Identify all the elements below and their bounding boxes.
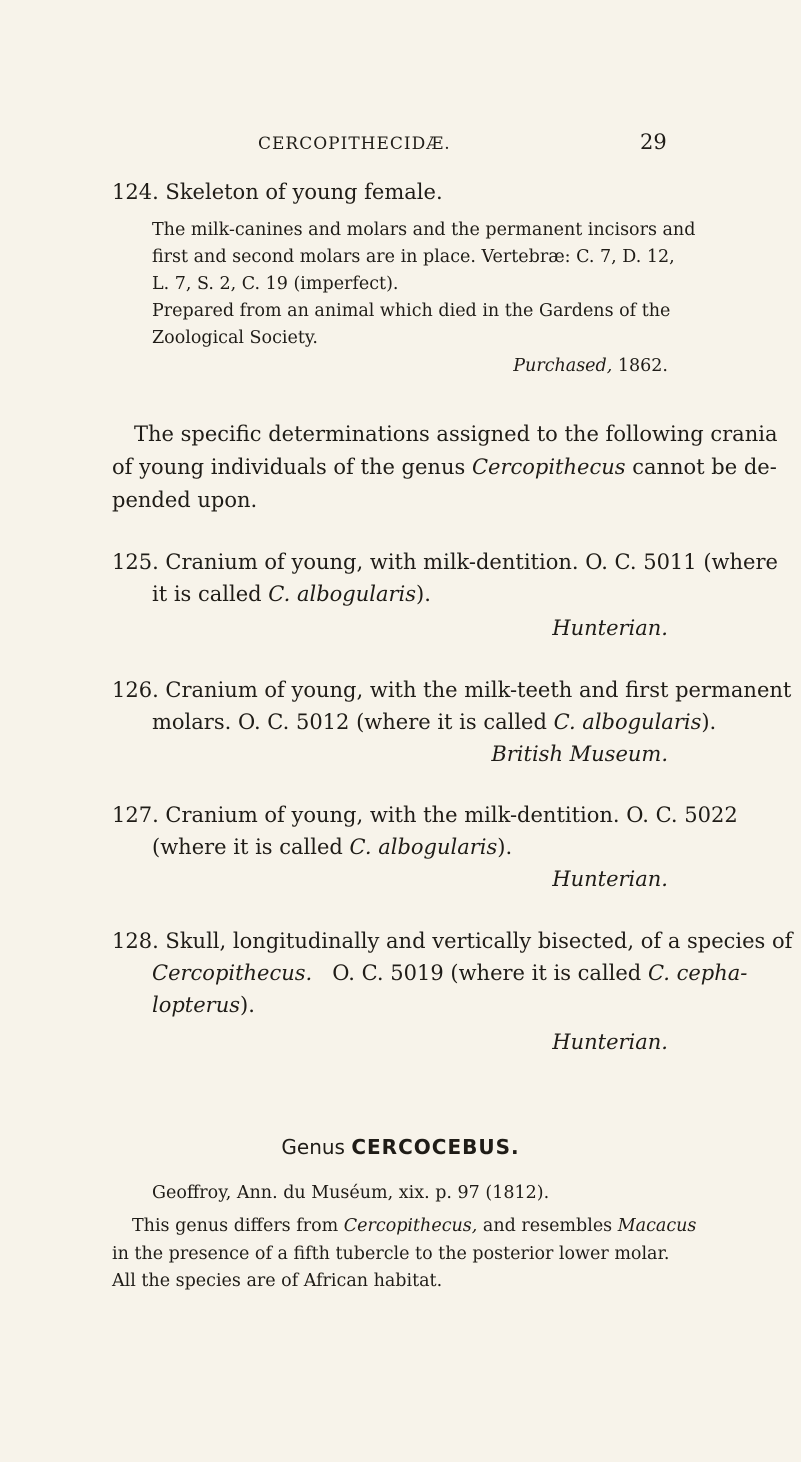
entry-126-species: C. albogularis [553, 710, 702, 734]
entry-126-line-2 [152, 710, 716, 734]
note-line-1: The specific determinations assigned to the following crania [134, 422, 778, 446]
page-header [0, 130, 801, 164]
entry-125-line-1: 125. Cranium of young, with milk-dentition. O. C. 5011 (where [112, 550, 778, 574]
entry-126-line-1: 126. Cranium of young, with the milk-teeth and first permanent [112, 678, 792, 702]
entry-124-line-5: Zoological Society. [152, 328, 318, 348]
genus-desc-line-3: All the species are of African habitat. [112, 1271, 443, 1291]
entry-127-line-2c: ). [497, 835, 513, 859]
entry-125-line-2a: it is called [152, 582, 262, 606]
entry-126-source: British Museum. [491, 742, 668, 766]
entry-124-source-name: Purchased, [513, 356, 613, 376]
entry-125-line-2c: ). [416, 582, 431, 606]
entry-127-species: C. albogularis [349, 835, 498, 859]
entry-126-line-2c: ). [701, 710, 717, 734]
genus-reference: Geoffroy, Ann. du Muséum, xix. p. 97 (1812). [152, 1183, 550, 1203]
note-genus-name: Cercopithecus [471, 455, 626, 479]
entry-128-species-start: C. cepha- [647, 961, 748, 985]
entry-128-source: Hunterian. [552, 1030, 668, 1054]
entry-124-source-year: 1862. [617, 356, 668, 376]
genus-desc-1b: Cercopithecus, [343, 1216, 478, 1236]
entry-124-line-1: The milk-canines and molars and the permanent incisors and [152, 220, 696, 240]
entry-127-source: Hunterian. [552, 867, 668, 891]
entry-127-line-2 [152, 835, 512, 859]
entry-124-line-3: L. 7, S. 2, C. 19 (imperfect). [152, 274, 399, 294]
entry-128-line-2b: O. C. 5019 (where it is called [332, 961, 642, 985]
entry-128-genus: Cercopithecus. [152, 961, 313, 985]
entry-124-line-4: Prepared from an animal which died in the Gardens of the [152, 301, 671, 321]
entry-128-line-3b: ). [240, 993, 255, 1017]
note-line-2 [112, 455, 777, 479]
entry-128-line-1: 128. Skull, longitudinally and vertically bisected, of a species of [112, 929, 793, 953]
running-title: CERCOPITHECIDÆ. [258, 134, 451, 154]
genus-desc-1a: This genus differs from [132, 1216, 339, 1236]
entry-124-title: 124. Skeleton of young female. [112, 180, 443, 204]
entry-128-line-2 [152, 961, 747, 985]
entry-127-line-2a: (where it is called [152, 835, 343, 859]
genus-name: CERCOCEBUS. [351, 1135, 520, 1159]
note-line-2a: of young individuals of the genus [112, 455, 466, 479]
note-line-3: pended upon. [112, 488, 258, 512]
genus-heading [0, 1135, 801, 1159]
entry-128-species-end: lopterus [152, 993, 241, 1017]
entry-125-species: C. albogularis [268, 582, 417, 606]
entry-126-line-2a: molars. O. C. 5012 (where it is called [152, 710, 547, 734]
entry-125-source: Hunterian. [552, 616, 668, 640]
entry-124-line-2: first and second molars are in place. Vertebræ: C. 7, D. 12, [152, 247, 675, 267]
entry-128-line-3 [152, 993, 255, 1017]
genus-desc-1d: Macacus [617, 1216, 697, 1236]
genus-prefix: Genus [281, 1135, 345, 1159]
genus-desc-1c: and resembles [482, 1216, 613, 1236]
entry-127-line-1: 127. Cranium of young, with the milk-dentition. O. C. 5022 [112, 803, 738, 827]
genus-desc-line-2: in the presence of a fifth tubercle to the posterior lower molar. [112, 1244, 670, 1264]
entry-125-line-2 [152, 582, 431, 606]
page-number: 29 [640, 130, 667, 154]
note-line-2c: cannot be de- [632, 455, 777, 479]
genus-desc-line-1 [132, 1216, 696, 1236]
entry-124-source [513, 356, 668, 376]
